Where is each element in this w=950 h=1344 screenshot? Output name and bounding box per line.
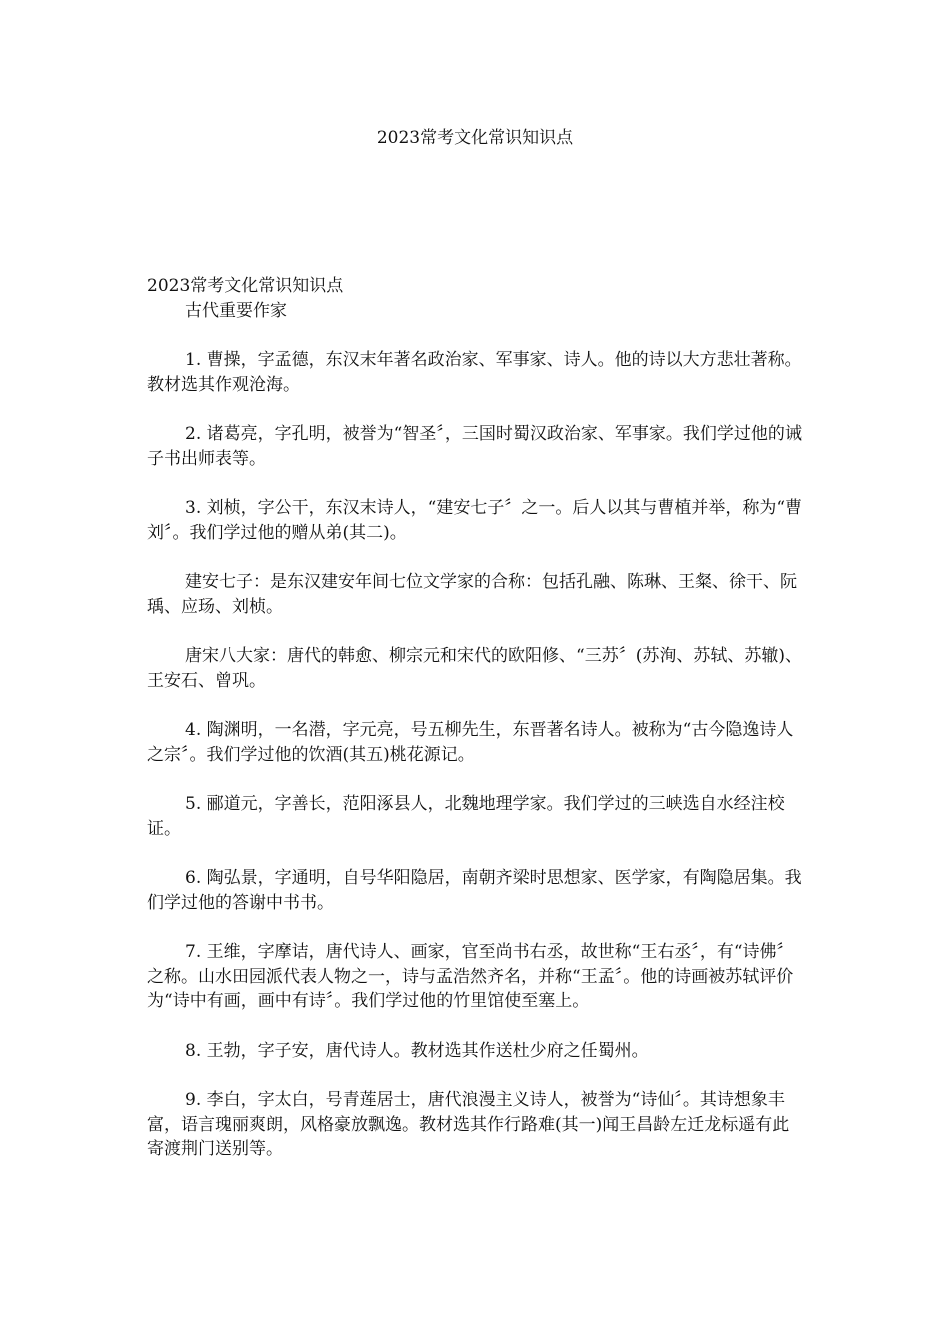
paragraph: 唐宋八大家：唐代的韩愈、柳宗元和宋代的欧阳修、“三苏〞(苏洵、苏轼、苏辙)、王安石、曾巩。	[147, 646, 802, 691]
paragraph: 6. 陶弘景，字通明，自号华阳隐居，南朝齐梁时思想家、医学家，有陶隐居集。我们学过他的答谢中书书。	[147, 868, 802, 913]
document-title: 2023常考文化常识知识点	[376, 128, 574, 148]
paragraph: 4. 陶渊明，一名潜，字元亮，号五柳先生，东晋著名诗人。被称为“古今隐逸诗人之宗〞。我们学过他的饮酒(其五)桃花源记。	[147, 720, 794, 765]
section-subheading: 古代重要作家	[185, 300, 287, 321]
paragraph: 2. 诸葛亮，字孔明，被誉为“智圣〞，三国时蜀汉政治家、军事家。我们学过他的诫子书出师表等。	[147, 424, 802, 469]
paragraph: 建安七子：是东汉建安年间七位文学家的合称：包括孔融、陈琳、王粲、徐干、阮瑀、应玚、刘桢。	[147, 572, 797, 617]
paragraph: 9. 李白，字太白，号青莲居士，唐代浪漫主义诗人，被誉为“诗仙〞。其诗想象丰富，语言瑰丽爽朗，风格豪放飘逸。教材选其作行路难(其一)闻王昌龄左迁龙标遥有此寄渡荆门送别等。	[147, 1090, 790, 1159]
document-body	[147, 274, 803, 1162]
paragraph: 5. 郦道元，字善长，范阳涿县人，北魏地理学家。我们学过的三峡选自水经注校证。	[147, 794, 785, 839]
paragraph: 3. 刘桢，字公干，东汉末诗人，“建安七子〞之一。后人以其与曹植并举，称为“曹刘〞。我们学过他的赠从弟(其二)。	[147, 498, 803, 543]
section-heading: 2023常考文化常识知识点	[147, 276, 344, 296]
paragraph: 8. 王勃，字子安，唐代诗人。教材选其作送杜少府之任蜀州。	[185, 1040, 649, 1061]
paragraph: 1. 曹操，字孟德，东汉末年著名政治家、军事家、诗人。他的诗以大方悲壮著称。教材选其作观沧海。	[147, 350, 802, 395]
paragraph: 7. 王维，字摩诘，唐代诗人、画家，官至尚书右丞，故世称“王右丞〞，有“诗佛〞之称。山水田园派代表人物之一，诗与孟浩然齐名，并称“王孟〞。他的诗画被苏轼评价为“诗中有画，画中有诗〞。我们学过他的竹里馆使至塞上。	[147, 942, 794, 1011]
